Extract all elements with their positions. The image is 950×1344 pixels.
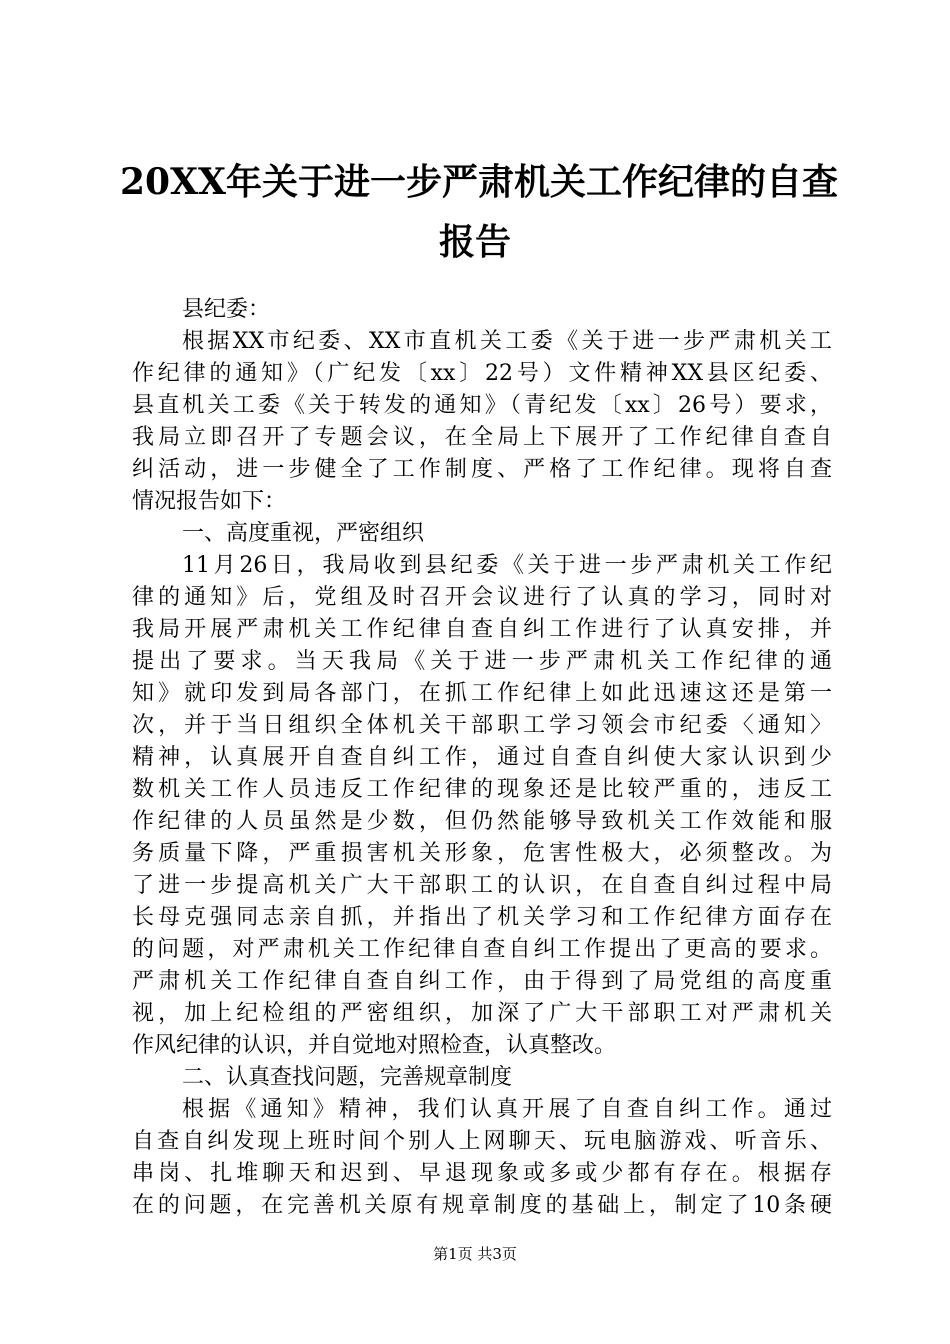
text-line: 严肃机关工作纪律自查自纠工作，由于得到了局党组的高度重 xyxy=(132,969,832,994)
text-line: 务质量下降，严重损害机关形象，危害性极大，必须整改。为 xyxy=(132,841,832,866)
text-line: 在的问题，在完善机关原有规章制度的基础上，制定了10条硬 xyxy=(132,1193,832,1218)
text-line: 精神，认真展开自查自纠工作，通过自查自纠使大家认识到少 xyxy=(132,745,832,770)
text-line: 县纪委： xyxy=(182,297,271,322)
text-line: 11月26日，我局收到县纪委《关于进一步严肃机关工作纪 xyxy=(182,553,832,578)
text-line: 长母克强同志亲自抓，并指出了机关学习和工作纪律方面存在 xyxy=(132,905,832,930)
text-line: 作风纪律的认识，并自觉地对照检查，认真整改。 xyxy=(132,1033,617,1058)
document-body xyxy=(132,294,832,1222)
text-line: 的问题，对严肃机关工作纪律自查自纠工作提出了更高的要求。 xyxy=(132,937,832,962)
text-line: 串岗、扎堆聊天和迟到、早退现象或多或少都有存在。根据存 xyxy=(132,1161,832,1186)
text-line: 作纪律的通知》（广纪发〔xx〕22号）文件精神XX县区纪委、 xyxy=(132,361,832,386)
text-line: 次，并于当日组织全体机关干部职工学习领会市纪委〈通知〉 xyxy=(132,713,832,738)
text-line: 我局立即召开了专题会议，在全局上下展开了工作纪律自查自 xyxy=(132,425,832,450)
text-line: 纠活动，进一步健全了工作制度、严格了工作纪律。现将自查 xyxy=(132,457,832,482)
text-line: 根据《通知》精神，我们认真开展了自查自纠工作。通过 xyxy=(182,1097,832,1122)
document-title-line-2: 报告 xyxy=(438,221,511,263)
text-line: 了进一步提高机关广大干部职工的认识，在自查自纠过程中局 xyxy=(132,873,832,898)
text-line: 律的通知》后，党组及时召开会议进行了认真的学习，同时对 xyxy=(132,585,832,610)
section-heading: 一、高度重视，严密组织 xyxy=(182,521,425,546)
text-line: 县直机关工委《关于转发的通知》（青纪发〔xx〕26号）要求， xyxy=(132,393,832,418)
text-line: 自查自纠发现上班时间个别人上网聊天、玩电脑游戏、听音乐、 xyxy=(132,1129,832,1154)
text-line: 知》就印发到局各部门，在抓工作纪律上如此迅速这还是第一 xyxy=(132,681,832,706)
text-line: 作纪律的人员虽然是少数，但仍然能够导致机关工作效能和服 xyxy=(132,809,832,834)
section-heading: 二、认真查找问题，完善规章制度 xyxy=(182,1065,513,1090)
text-line: 情况报告如下： xyxy=(132,489,287,514)
document-title-line-1: 20XX年关于进一步严肃机关工作纪律的自查 xyxy=(120,161,838,203)
text-line: 数机关工作人员违反工作纪律的现象还是比较严重的，违反工 xyxy=(132,777,832,802)
text-line: 提出了要求。当天我局《关于进一步严肃机关工作纪律的通 xyxy=(132,649,832,674)
text-line: 我局开展严肃机关工作纪律自查自纠工作进行了认真安排，并 xyxy=(132,617,832,642)
text-line: 根据XX市纪委、XX市直机关工委《关于进一步严肃机关工 xyxy=(182,329,832,354)
text-line: 视，加上纪检组的严密组织，加深了广大干部职工对严肃机关 xyxy=(132,1001,832,1026)
page-footer: 第1页 共3页 xyxy=(433,1245,517,1263)
